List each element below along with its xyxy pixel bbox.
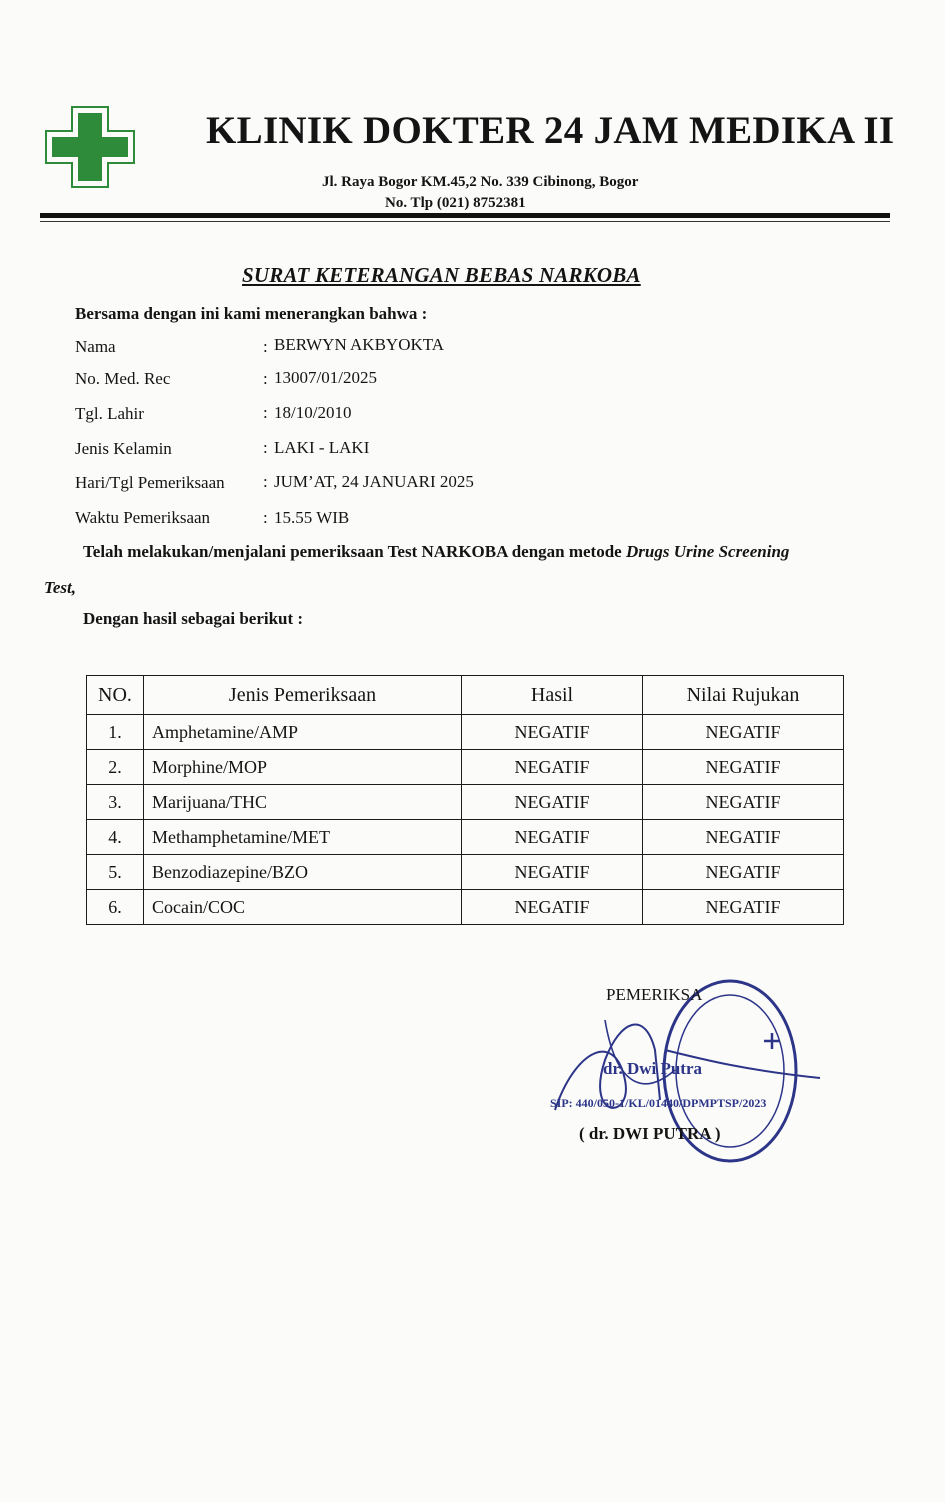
field-value-birth-date: 18/10/2010 — [274, 403, 352, 422]
statement-method: Drugs Urine Screening — [625, 542, 790, 561]
table-header-row — [87, 676, 844, 715]
column-header-result: Hasil — [462, 676, 643, 715]
table-row — [87, 785, 844, 820]
column-header-test: Jenis Pemeriksaan — [144, 676, 462, 715]
examiner-label: PEMERIKSA — [606, 985, 703, 1004]
test-result: NEGATIF — [462, 820, 643, 855]
table-row — [87, 820, 844, 855]
field-value-med-rec: 13007/01/2025 — [274, 368, 377, 387]
field-label-birth-date: Tgl. Lahir — [75, 404, 144, 423]
field-colon: : — [263, 369, 268, 388]
reference-value: NEGATIF — [643, 785, 844, 820]
test-name: Cocain/COC — [144, 890, 462, 925]
row-number: 5. — [87, 855, 144, 890]
test-result: NEGATIF — [462, 855, 643, 890]
document-title: SURAT KETERANGAN BEBAS NARKOBA — [242, 263, 641, 287]
test-name: Amphetamine/AMP — [144, 715, 462, 750]
field-colon: : — [263, 337, 268, 356]
green-cross-icon — [42, 103, 138, 191]
statement-part1: Telah melakukan/menjalani pemeriksaan Test NARKOBA dengan metode — [83, 542, 622, 561]
results-table — [86, 675, 844, 925]
doctor-name: ( dr. DWI PUTRA ) — [579, 1124, 721, 1143]
statement-text — [83, 542, 789, 562]
test-result: NEGATIF — [462, 890, 643, 925]
reference-value: NEGATIF — [643, 890, 844, 925]
row-number: 2. — [87, 750, 144, 785]
header-divider-thin — [40, 221, 890, 222]
doctor-signature: dr. Dwi Putra — [603, 1059, 703, 1078]
test-name: Methamphetamine/MET — [144, 820, 462, 855]
field-colon: : — [263, 403, 268, 422]
statement-part2: Test, — [44, 578, 76, 597]
field-label-gender: Jenis Kelamin — [75, 439, 172, 458]
clinic-address: Jl. Raya Bogor KM.45,2 No. 339 Cibinong, Bogor — [322, 174, 639, 190]
row-number: 6. — [87, 890, 144, 925]
field-colon: : — [263, 438, 268, 457]
column-header-reference: Nilai Rujukan — [643, 676, 844, 715]
test-result: NEGATIF — [462, 715, 643, 750]
table-row — [87, 750, 844, 785]
test-name: Morphine/MOP — [144, 750, 462, 785]
field-colon: : — [263, 508, 268, 527]
doctor-sip-number: SIP: 440/050-1/KL/01440/DPMPTSP/2023 — [550, 1096, 767, 1110]
header-divider — [40, 213, 890, 218]
test-name: Benzodiazepine/BZO — [144, 855, 462, 890]
reference-value: NEGATIF — [643, 715, 844, 750]
clinic-name: KLINIK DOKTER 24 JAM MEDIKA II — [206, 109, 895, 152]
reference-value: NEGATIF — [643, 855, 844, 890]
results-intro: Dengan hasil sebagai berikut : — [83, 609, 304, 628]
field-colon: : — [263, 472, 268, 491]
test-result: NEGATIF — [462, 785, 643, 820]
table-row — [87, 855, 844, 890]
row-number: 1. — [87, 715, 144, 750]
row-number: 4. — [87, 820, 144, 855]
field-label-med-rec: No. Med. Rec — [75, 369, 171, 388]
test-result: NEGATIF — [462, 750, 643, 785]
table-row — [87, 715, 844, 750]
field-value-exam-date: JUM’AT, 24 JANUARI 2025 — [274, 472, 474, 491]
column-header-no: NO. — [87, 676, 144, 715]
field-value-nama: BERWYN AKBYOKTA — [274, 335, 445, 354]
row-number: 3. — [87, 785, 144, 820]
field-label-exam-date: Hari/Tgl Pemeriksaan — [75, 473, 225, 492]
reference-value: NEGATIF — [643, 750, 844, 785]
field-label-exam-time: Waktu Pemeriksaan — [75, 508, 211, 527]
clinic-phone: No. Tlp (021) 8752381 — [385, 195, 526, 211]
intro-text: Bersama dengan ini kami menerangkan bahwa : — [75, 304, 428, 323]
reference-value: NEGATIF — [643, 820, 844, 855]
field-value-exam-time: 15.55 WIB — [274, 508, 350, 527]
field-label-nama: Nama — [75, 337, 116, 356]
table-row — [87, 890, 844, 925]
test-name: Marijuana/THC — [144, 785, 462, 820]
field-value-gender: LAKI - LAKI — [274, 438, 370, 457]
